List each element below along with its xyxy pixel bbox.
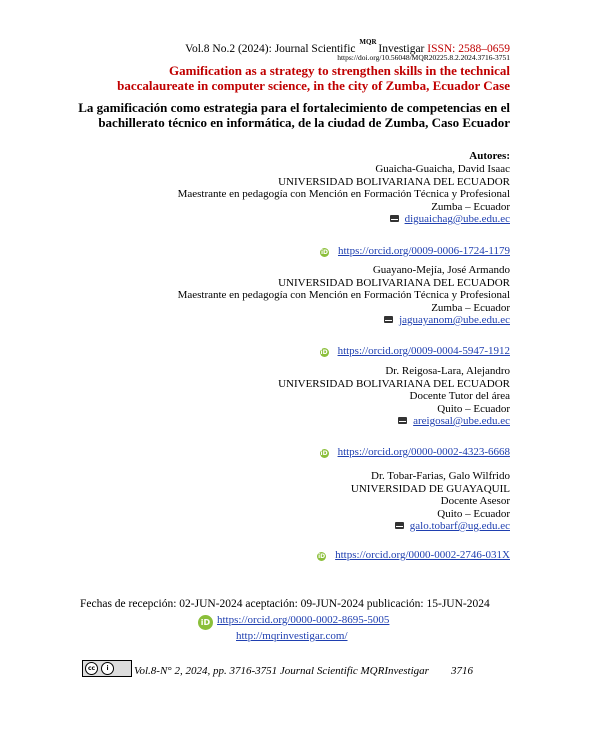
orcid-link[interactable]: https://orcid.org/0009-0006-1724-1179 [337, 245, 510, 257]
envelope-icon [398, 417, 407, 424]
author-email[interactable]: jaguayanom@ube.edu.ec [399, 314, 510, 326]
orcid-icon: iD [320, 349, 328, 356]
orcid-link[interactable]: https://orcid.org/0000-0002-2746-031X [335, 549, 510, 561]
author-email[interactable]: galo.tobarf@ug.edu.ec [409, 520, 510, 532]
envelope-icon [384, 316, 393, 323]
journal-investigar: Investigar [378, 43, 425, 55]
author-location: Quito – Ecuador [437, 507, 510, 520]
author-block [278, 365, 510, 428]
author-name: Dr. Reigosa-Lara, Alejandro [385, 365, 510, 377]
author-email[interactable]: areigosal@ube.edu.ec [413, 415, 510, 427]
author-orcid [320, 345, 510, 357]
journal-orcid-link[interactable]: https://orcid.org/0000-0002-8695-5005 [217, 614, 390, 626]
journal-volume: Vol.8 No.2 (2024): Journal Scientific [185, 43, 356, 55]
journal-doi[interactable]: https://doi.org/10.56048/MQR20225.8.2.2024.3716-3751 [337, 53, 510, 62]
author-name: Guayano-Mejía, José Armando [372, 264, 510, 276]
author-block [351, 470, 510, 533]
author-orcid [320, 245, 510, 257]
author-orcid [317, 549, 510, 561]
author-university: UNIVERSIDAD BOLIVARIANA DEL ECUADOR [278, 175, 510, 188]
page-number: 3716 [450, 665, 473, 677]
creative-commons-license-icon: cc i [82, 660, 132, 677]
authors-label: Autores: [469, 150, 510, 162]
orcid-icon: iD [320, 450, 328, 457]
journal-issn: ISSN: 2588–0659 [427, 43, 510, 55]
journal-links [198, 614, 389, 643]
footer-citation: Vol.8-N° 2, 2024, pp. 3716-3751 Journal Scientific MQRInvestigar [134, 665, 429, 677]
envelope-icon [390, 215, 399, 222]
author-university: UNIVERSIDAD DE GUAYAQUIL [350, 482, 510, 495]
author-name: Guaicha-Guaicha, David Isaac [375, 163, 510, 175]
author-role: Maestrante en pedagogía con Mención en Formación Técnica y Profesional [177, 289, 510, 301]
dates-line: Fechas de recepción: 02-JUN-2024 aceptación: 09-JUN-2024 publicación: 15-JUN-2024 [80, 598, 490, 610]
author-name: Dr. Tobar-Farias, Galo Wilfrido [371, 470, 510, 482]
author-location: Zumba – Ecuador [431, 200, 510, 213]
author-block [178, 163, 510, 226]
author-university: UNIVERSIDAD BOLIVARIANA DEL ECUADOR [278, 377, 510, 390]
title-english: Gamification as a strategy to strengthen skills in the technical baccalaureate in computer science, in the city of Zumba, Ecuador Case [117, 63, 510, 93]
orcid-icon: iD [198, 615, 213, 630]
orcid-link[interactable]: https://orcid.org/0000-0002-4323-6668 [337, 446, 510, 458]
author-orcid [320, 446, 510, 458]
author-university: UNIVERSIDAD BOLIVARIANA DEL ECUADOR [278, 276, 510, 289]
orcid-icon: iD [318, 553, 326, 560]
mqr-logo-icon: MQR [359, 38, 377, 46]
author-location: Zumba – Ecuador [431, 301, 510, 314]
author-email[interactable]: diguaichag@ube.edu.ec [404, 213, 510, 225]
author-role: Docente Asesor [440, 495, 510, 507]
title-spanish: La gamificación como estrategia para el fortalecimiento de competencias en el bachillerato técnico en informática, de la ciudad de Zumba, Caso Ecuador [78, 100, 510, 130]
author-role: Maestrante en pedagogía con Mención en Formación Técnica y Profesional [177, 188, 510, 200]
orcid-icon: iD [320, 249, 328, 256]
page-footer [82, 660, 473, 677]
author-role: Docente Tutor del área [409, 390, 510, 402]
author-location: Quito – Ecuador [437, 402, 510, 415]
envelope-icon [395, 522, 404, 529]
orcid-link[interactable]: https://orcid.org/0009-0004-5947-1912 [337, 345, 510, 357]
journal-website-link[interactable]: http://mqrinvestigar.com/ [236, 630, 348, 642]
author-block [178, 264, 510, 327]
